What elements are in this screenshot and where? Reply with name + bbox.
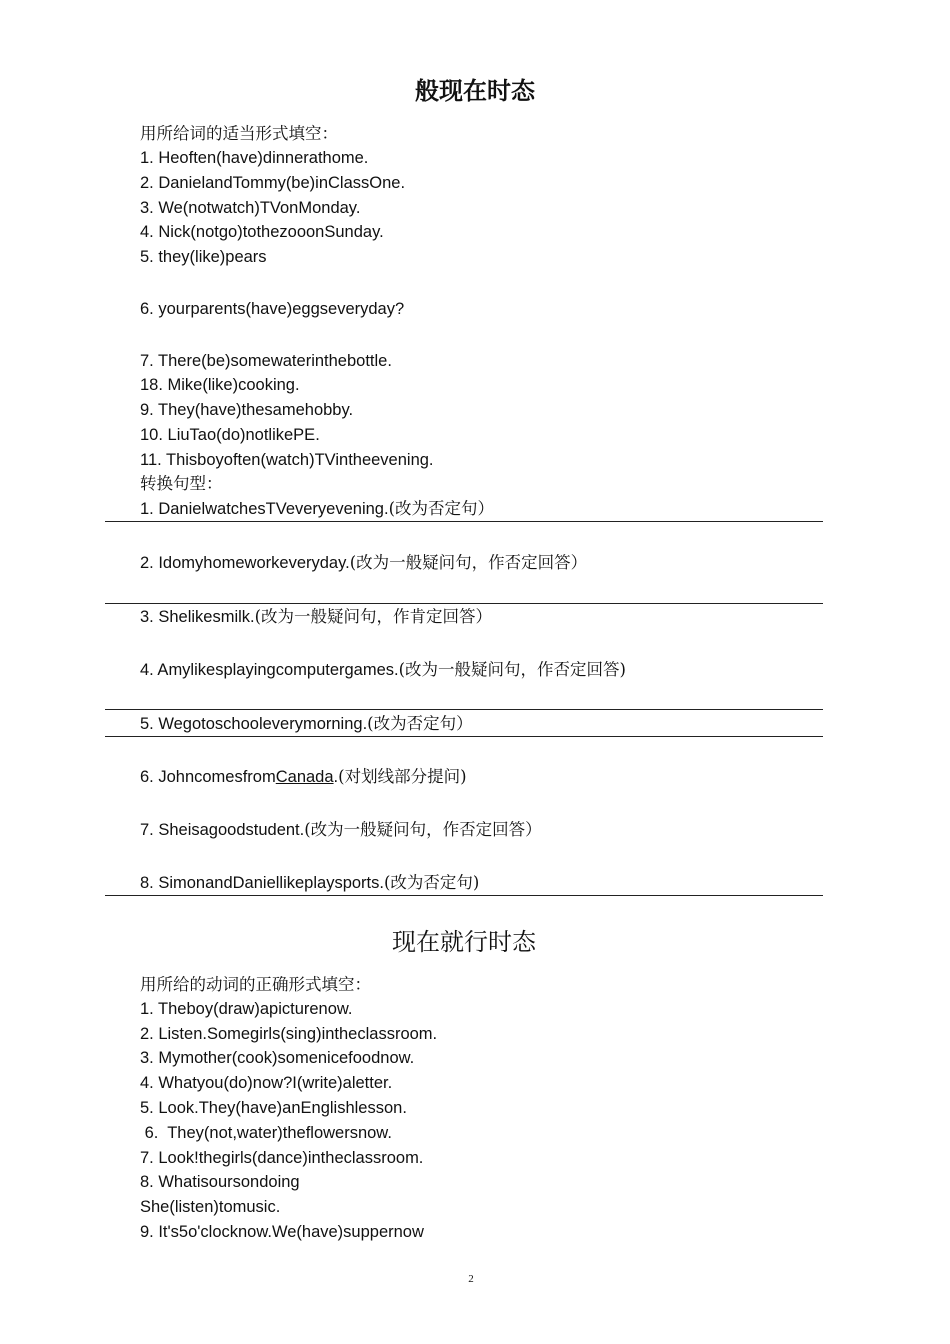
transform-item: 6. JohncomesfromCanada.(对划线部分提问) — [140, 767, 467, 786]
answer-line — [105, 895, 823, 896]
transform-item: 4. Amylikesplayingcomputergames.(改为一般疑问句，作否定回答) — [140, 660, 626, 679]
exercise-item: 11. Thisboyoften(watch)TVintheevening. — [140, 451, 434, 469]
exercise-item: 3. We(notwatch)TVonMonday. — [140, 199, 361, 217]
transform-item: 5. Wegotoschooleverymorning.(改为否定句） — [140, 714, 473, 733]
exercise-item: 4. Whatyou(do)now?I(write)aletter. — [140, 1074, 393, 1092]
transform-item: 1. DanielwatchesTVeveryevening.(改为否定句） — [140, 499, 494, 518]
answer-line — [105, 709, 823, 710]
answer-line — [105, 603, 823, 604]
exercise-item: 2. Listen.Somegirls(sing)intheclassroom. — [140, 1025, 438, 1043]
exercise-item: 1. Theboy(draw)apicturenow. — [140, 1000, 353, 1018]
transform-item: 8. SimonandDaniellikeplaysports.(改为否定句) — [140, 873, 480, 892]
exercise-item: 2. DanielandTommy(be)inClassOne. — [140, 174, 406, 192]
transform-item: 3. Shelikesmilk.(改为一般疑问句，作肯定回答） — [140, 607, 493, 626]
exercise-item: 8. Whatisoursondoing — [140, 1173, 300, 1191]
exercise-item: 6. yourparents(have)eggseveryday? — [140, 300, 405, 318]
exercise-item: 6. They(not,water)theflowersnow. — [140, 1124, 392, 1142]
answer-line — [105, 736, 823, 737]
exercise-item: She(listen)tomusic. — [140, 1198, 281, 1216]
transform-item: 2. Idomyhomeworkeveryday.(改为一般疑问句，作否定回答） — [140, 553, 588, 572]
page-number: 2 — [468, 1273, 474, 1285]
exercise-item: 3. Mymother(cook)somenicefoodnow. — [140, 1049, 415, 1067]
exercise-item: 10. LiuTao(do)notlikePE. — [140, 426, 320, 444]
underlined-word: Canada — [275, 768, 334, 786]
exercise-item: 7. There(be)somewaterinthebottle. — [140, 352, 392, 370]
exercise-item: 5. they(like)pears — [140, 248, 267, 266]
answer-line — [105, 521, 823, 522]
instruction-fill-in: 用所给词的适当形式填空： — [140, 124, 338, 143]
exercise-item: 9. They(have)thesamehobby. — [140, 401, 354, 419]
exercise-item: 4. Nick(notgo)tothezooonSunday. — [140, 223, 384, 241]
page-title-simple-present: 般现在时态 — [415, 77, 535, 105]
exercise-item: 1. Heoften(have)dinnerathome. — [140, 149, 369, 167]
exercise-item: 7. Look!thegirls(dance)intheclassroom. — [140, 1149, 424, 1167]
exercise-item: 9. It's5o'clocknow.We(have)suppernow — [140, 1223, 424, 1241]
instruction-fill-in-verbs: 用所给的动词的正确形式填空： — [140, 975, 371, 994]
transform-item: 7. Sheisagoodstudent.(改为一般疑问句，作否定回答） — [140, 820, 542, 839]
section-title-present-continuous: 现在就行时态 — [392, 928, 536, 956]
exercise-item: 5. Look.They(have)anEnglishlesson. — [140, 1099, 407, 1117]
instruction-transform: 转换句型： — [140, 474, 223, 493]
exercise-item: 18. Mike(like)cooking. — [140, 376, 300, 394]
